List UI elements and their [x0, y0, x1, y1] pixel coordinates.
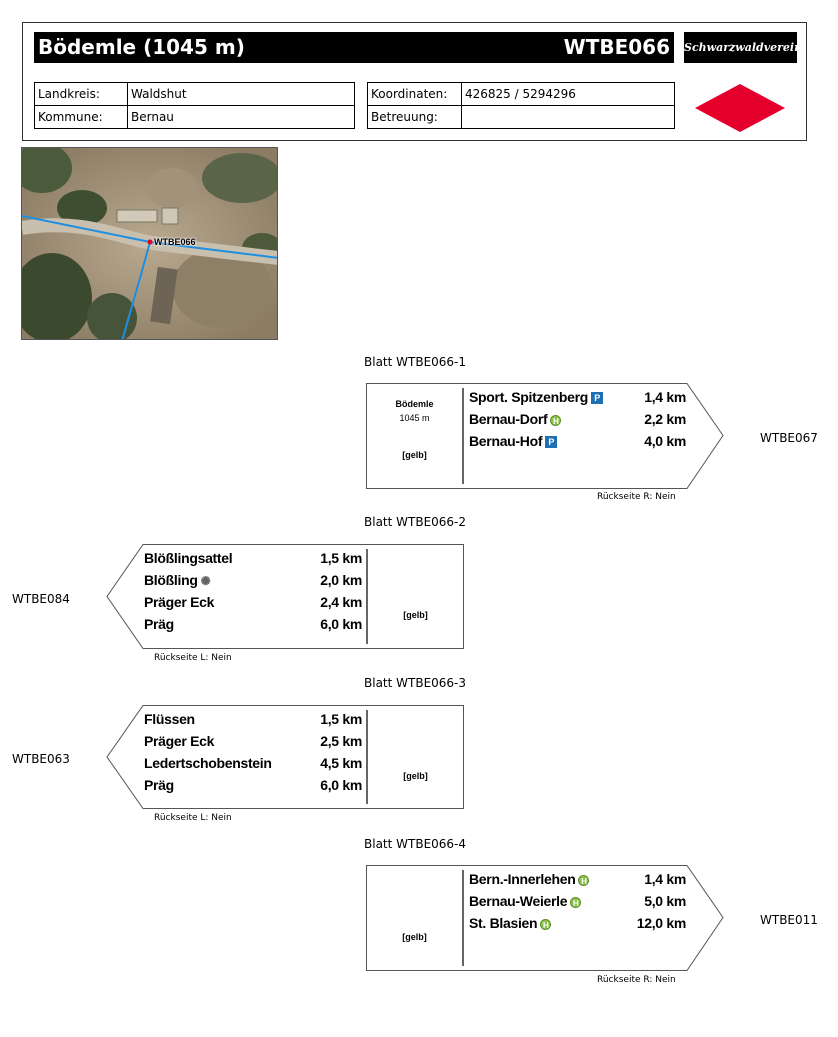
destination-name: Präger Eck	[144, 733, 215, 749]
betreuung-value	[462, 106, 675, 129]
blatt-label: Blatt WTBE066-4	[364, 837, 467, 851]
distance: 6,0 km	[320, 616, 362, 632]
destination-name: Präg	[144, 777, 174, 793]
parking-icon: P	[591, 392, 603, 404]
reverse-side-note: Rückseite L: Nein	[154, 813, 232, 823]
reverse-side-note: Rückseite R: Nein	[597, 975, 676, 985]
distance: 1,5 km	[320, 550, 362, 566]
destination-name: St. Blasien	[469, 915, 538, 931]
destination-name: Präg	[144, 616, 174, 632]
reverse-side-note: Rückseite R: Nein	[597, 492, 676, 502]
bus-stop-icon: H	[570, 897, 581, 908]
sign-row	[144, 572, 362, 594]
landkreis-value: Waldshut	[128, 83, 355, 106]
destination-name: Blößlingsattel	[144, 550, 233, 566]
destination-name: Bernau-Hof	[469, 433, 543, 449]
distance: 1,4 km	[644, 871, 686, 887]
signpost-1	[366, 383, 724, 489]
signpost-4	[366, 865, 724, 971]
destination-name: Flüssen	[144, 711, 195, 727]
viewpoint-icon: ✺	[200, 574, 211, 589]
destination-name: Bernau-Dorf	[469, 411, 548, 427]
next-waypoint: WTBE063	[12, 752, 70, 766]
distance: 2,0 km	[320, 572, 362, 588]
sign-row	[469, 871, 686, 893]
signpost-2	[106, 544, 464, 649]
sign-row	[469, 411, 686, 433]
distance: 2,2 km	[644, 411, 686, 427]
location-table	[34, 82, 355, 129]
sign-row	[469, 389, 686, 411]
signpost-3	[106, 705, 464, 809]
sign-color-label: [gelb]	[403, 771, 428, 781]
distance: 4,0 km	[644, 433, 686, 449]
aerial-photo	[21, 147, 278, 340]
sign-row	[469, 915, 686, 937]
blatt-label: Blatt WTBE066-1	[364, 355, 467, 369]
destination-name: Bern.-Innerlehen	[469, 871, 576, 887]
sign-color-label: [gelb]	[403, 610, 428, 620]
destination-name: Bernau-Weierle	[469, 893, 568, 909]
header-box	[22, 22, 807, 141]
title-bar	[34, 32, 674, 63]
kommune-value: Bernau	[128, 106, 355, 129]
reverse-side-note: Rückseite L: Nein	[154, 653, 232, 663]
koordinaten-value: 426825 / 5294296	[462, 83, 675, 106]
distance: 1,4 km	[644, 389, 686, 405]
page-title: Bödemle (1045 m)	[38, 35, 245, 59]
kommune-label: Kommune:	[35, 106, 128, 129]
destination-name: Sport. Spitzenberg	[469, 389, 589, 405]
sign-row	[144, 594, 362, 616]
coordinates-table	[367, 82, 675, 129]
distance: 1,5 km	[320, 711, 362, 727]
sign-row	[144, 777, 362, 799]
sign-color-label: [gelb]	[402, 450, 427, 460]
sign-row	[144, 711, 362, 733]
distance: 12,0 km	[636, 915, 686, 931]
sign-row	[469, 433, 686, 455]
sign-row	[144, 755, 362, 777]
aerial-marker-label: WTBE066	[154, 237, 196, 247]
bus-stop-icon: H	[550, 415, 561, 426]
blatt-label: Blatt WTBE066-3	[364, 676, 467, 690]
distance: 2,4 km	[320, 594, 362, 610]
sign-info-name: Bödemle	[395, 399, 434, 409]
next-waypoint: WTBE067	[760, 431, 818, 445]
destination-name: Blößling	[144, 572, 198, 588]
distance: 4,5 km	[320, 755, 362, 771]
destination-name: Ledertschobenstein	[144, 755, 272, 771]
sign-row	[144, 733, 362, 755]
bus-stop-icon: H	[578, 875, 589, 886]
next-waypoint: WTBE011	[760, 913, 818, 927]
blatt-label: Blatt WTBE066-2	[364, 515, 467, 529]
bus-stop-icon: H	[540, 919, 551, 930]
sign-row	[144, 550, 362, 572]
next-waypoint: WTBE084	[12, 592, 70, 606]
trail-marker-diamond-icon	[695, 84, 785, 132]
sign-row	[144, 616, 362, 638]
destination-name: Präger Eck	[144, 594, 215, 610]
distance: 2,5 km	[320, 733, 362, 749]
betreuung-label: Betreuung:	[368, 106, 462, 129]
sign-color-label: [gelb]	[402, 932, 427, 942]
parking-icon: P	[545, 436, 557, 448]
koordinaten-label: Koordinaten:	[368, 83, 462, 106]
sign-row	[469, 893, 686, 915]
distance: 6,0 km	[320, 777, 362, 793]
schwarzwaldverein-logo: Schwarzwaldverein	[684, 32, 797, 63]
location-code: WTBE066	[563, 35, 670, 59]
sign-info-height: 1045 m	[399, 413, 430, 423]
distance: 5,0 km	[644, 893, 686, 909]
landkreis-label: Landkreis:	[35, 83, 128, 106]
